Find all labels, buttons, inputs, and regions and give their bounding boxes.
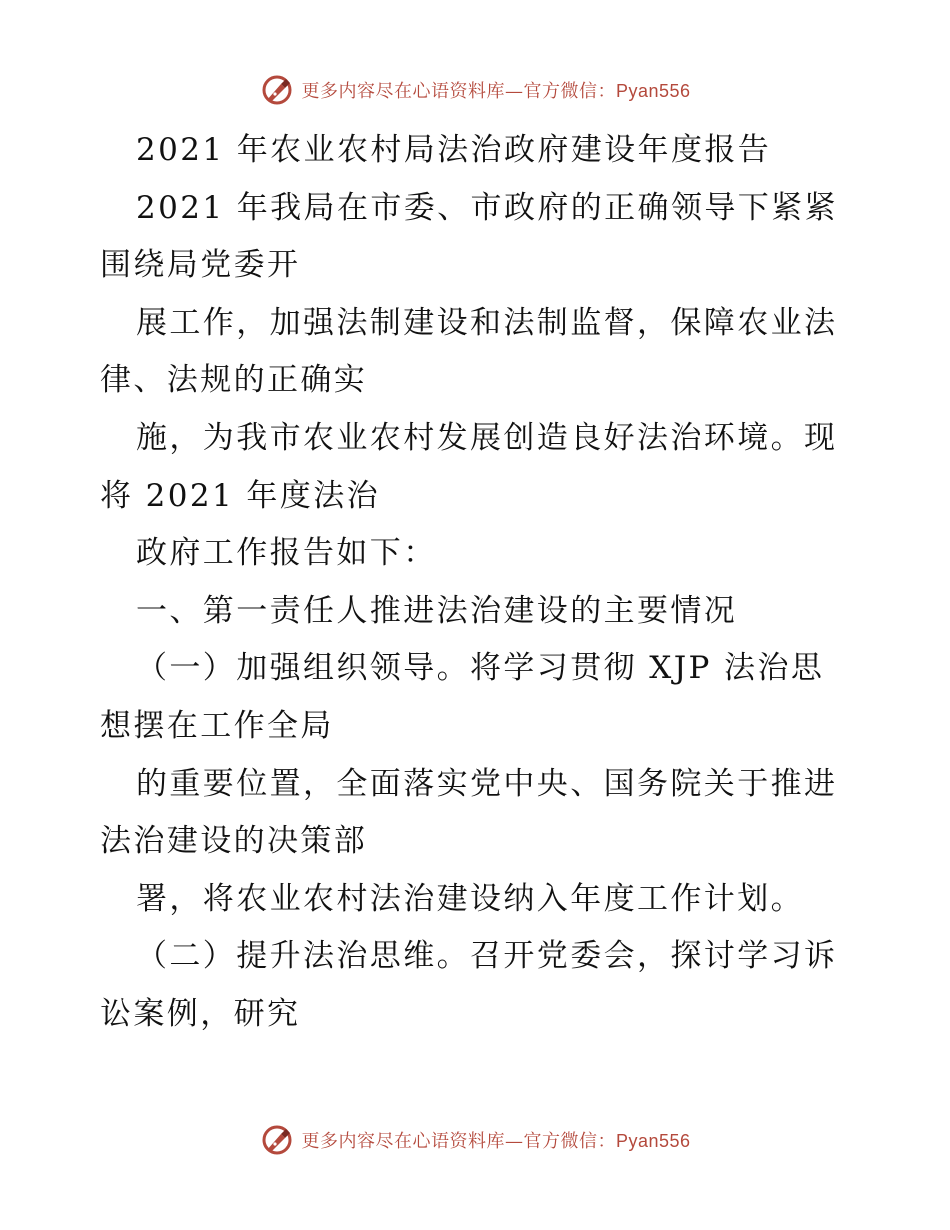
fountain-pen-logo-icon [259, 72, 295, 108]
paragraph-line: 围绕局党委开 [100, 247, 301, 284]
paragraph-line: （一）加强组织领导。将学习贯彻 XJP 法治思 [136, 650, 825, 687]
paragraph-line: 法治建设的决策部 [100, 823, 368, 860]
document-body [100, 122, 860, 1044]
paragraph-line: 讼案例，研究 [100, 995, 301, 1032]
watermark-text: 更多内容尽在心语资料库—官方微信：Pyan556 [301, 81, 691, 102]
paragraph-line: 的重要位置，全面落实党中央、国务院关于推进 [136, 765, 838, 802]
paragraph-line: 2021 年我局在市委、市政府的正确领导下紧紧 [136, 189, 838, 226]
fountain-pen-logo-icon [259, 1122, 295, 1158]
watermark-text: 更多内容尽在心语资料库—官方微信：Pyan556 [301, 1131, 691, 1152]
watermark-header [0, 70, 950, 110]
section-heading: 一、第一责任人推进法治建设的主要情况 [136, 592, 738, 629]
paragraph-line: 展工作，加强法制建设和法制监督，保障农业法 [136, 304, 838, 341]
paragraph-line: 政府工作报告如下： [136, 535, 437, 572]
paragraph-line: 将 2021 年度法治 [100, 477, 380, 514]
paragraph-line: 施，为我市农业农村发展创造良好法治环境。现 [136, 419, 838, 456]
document-title: 2021 年农业农村局法治政府建设年度报告 [136, 132, 772, 168]
paragraph-line: （二）提升法治思维。召开党委会，探讨学习诉 [136, 938, 838, 975]
watermark-footer [0, 1120, 950, 1160]
paragraph-line: 署，将农业农村法治建设纳入年度工作计划。 [136, 880, 804, 917]
paragraph-line: 律、法规的正确实 [100, 362, 368, 399]
paragraph-line: 想摆在工作全局 [100, 707, 334, 744]
